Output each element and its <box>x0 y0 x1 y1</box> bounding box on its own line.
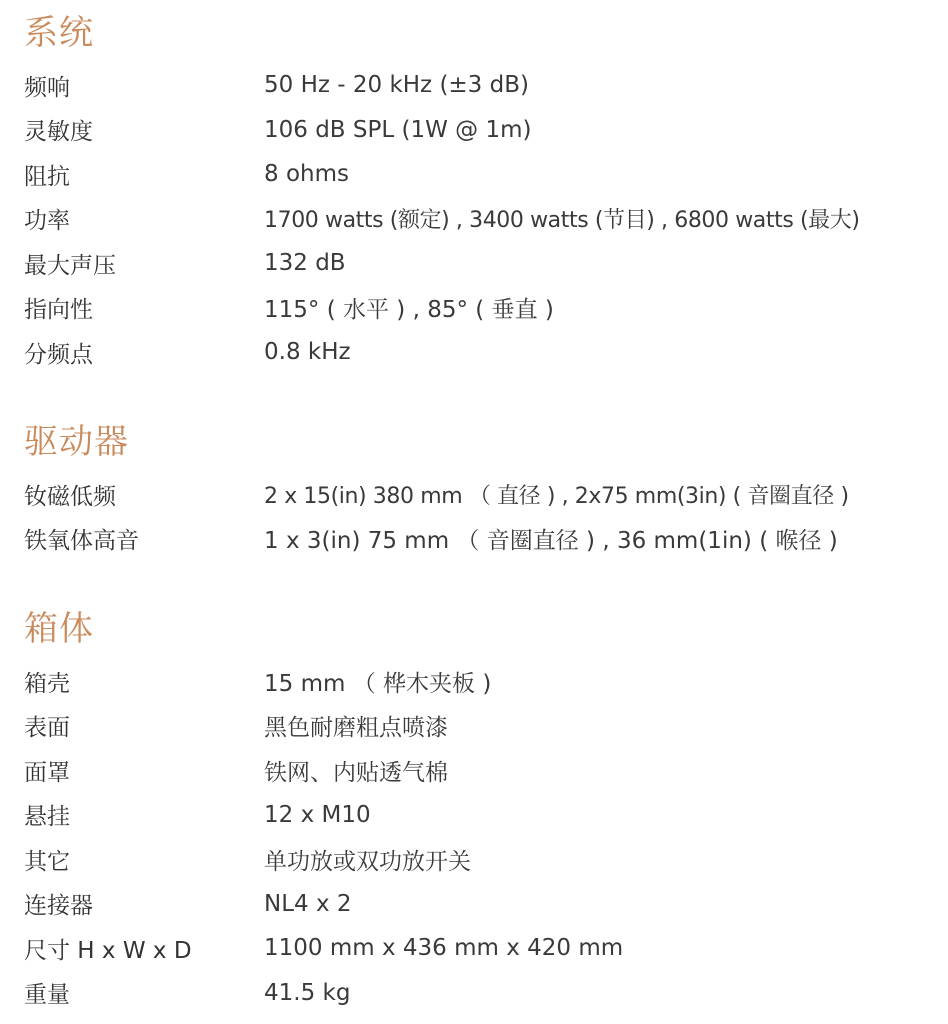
spec-value: 黑色耐磨粗点喷漆 <box>264 715 448 742</box>
spec-value: 106 dB SPL (1W @ 1m) <box>264 116 532 143</box>
spec-row-max-spl <box>24 241 944 286</box>
spec-row-enclosure <box>24 659 944 704</box>
spec-row-grille <box>24 748 944 793</box>
spec-label: 重量 <box>24 982 70 1009</box>
section-driver <box>24 417 944 561</box>
section-cabinet <box>24 604 944 1015</box>
spec-row-weight <box>24 971 944 1016</box>
section-title-cabinet: 箱体 <box>24 609 94 649</box>
spec-row-rigging <box>24 793 944 838</box>
spec-value: 1700 watts (额定) , 3400 watts (节目) , 6800 watts (最大) <box>264 208 860 234</box>
spec-row-dimensions <box>24 926 944 971</box>
spec-label: 尺寸 H x W x D <box>24 937 192 964</box>
spec-label: 指向性 <box>24 297 93 324</box>
spec-row-directivity <box>24 286 944 331</box>
spec-label: 连接器 <box>24 893 93 920</box>
spec-row-ferrite-hf <box>24 517 944 562</box>
spec-row-impedance <box>24 152 944 197</box>
spec-value: 50 Hz - 20 kHz (±3 dB) <box>264 72 529 99</box>
spec-value: 115° ( 水平 ) , 85° ( 垂直 ) <box>264 297 554 324</box>
spec-value: NL4 x 2 <box>264 890 352 917</box>
spec-row-other <box>24 837 944 882</box>
spec-row-power <box>24 197 944 242</box>
section-system <box>24 8 944 375</box>
spec-row-connectors <box>24 882 944 927</box>
section-title-system: 系统 <box>24 13 94 53</box>
spec-value: 41.5 kg <box>264 979 351 1006</box>
spec-label: 灵敏度 <box>24 119 93 146</box>
spec-label: 分频点 <box>24 341 93 368</box>
spec-row-sensitivity <box>24 108 944 153</box>
spec-list-driver <box>24 472 944 561</box>
spec-value: 单功放或双功放开关 <box>264 848 471 875</box>
spec-list-cabinet <box>24 659 944 1015</box>
spec-row-finish <box>24 704 944 749</box>
spec-label: 表面 <box>24 715 70 742</box>
spec-value: 1 x 3(in) 75 mm （ 音圈直径 ) , 36 mm(1in) ( 喉径 ) <box>264 528 838 555</box>
spec-value: 132 dB <box>264 250 346 277</box>
spec-label: 功率 <box>24 208 70 235</box>
spec-label: 其它 <box>24 848 70 875</box>
spec-value: 铁网、内贴透气棉 <box>264 759 448 786</box>
spec-row-frequency-response <box>24 63 944 108</box>
spec-row-neodymium-lf <box>24 472 944 517</box>
spec-label: 钕磁低频 <box>24 483 116 510</box>
spec-value: 12 x M10 <box>264 801 371 828</box>
spec-label: 箱壳 <box>24 670 70 697</box>
spec-value: 15 mm （ 桦木夹板 ) <box>264 670 492 697</box>
spec-label: 阻抗 <box>24 163 70 190</box>
spec-value: 1100 mm x 436 mm x 420 mm <box>264 935 624 962</box>
spec-label: 悬挂 <box>24 804 70 831</box>
spec-list-system <box>24 63 944 375</box>
spec-label: 最大声压 <box>24 252 116 279</box>
spec-value: 8 ohms <box>264 161 349 188</box>
spec-row-crossover <box>24 330 944 375</box>
spec-value: 0.8 kHz <box>264 339 351 366</box>
spec-label: 面罩 <box>24 759 70 786</box>
spec-label: 频响 <box>24 74 70 101</box>
section-title-driver: 驱动器 <box>24 422 129 462</box>
spec-label: 铁氧体高音 <box>24 528 139 555</box>
spec-value: 2 x 15(in) 380 mm （ 直径 ) , 2x75 mm(3in) ( 音圈直径 ) <box>264 483 849 509</box>
